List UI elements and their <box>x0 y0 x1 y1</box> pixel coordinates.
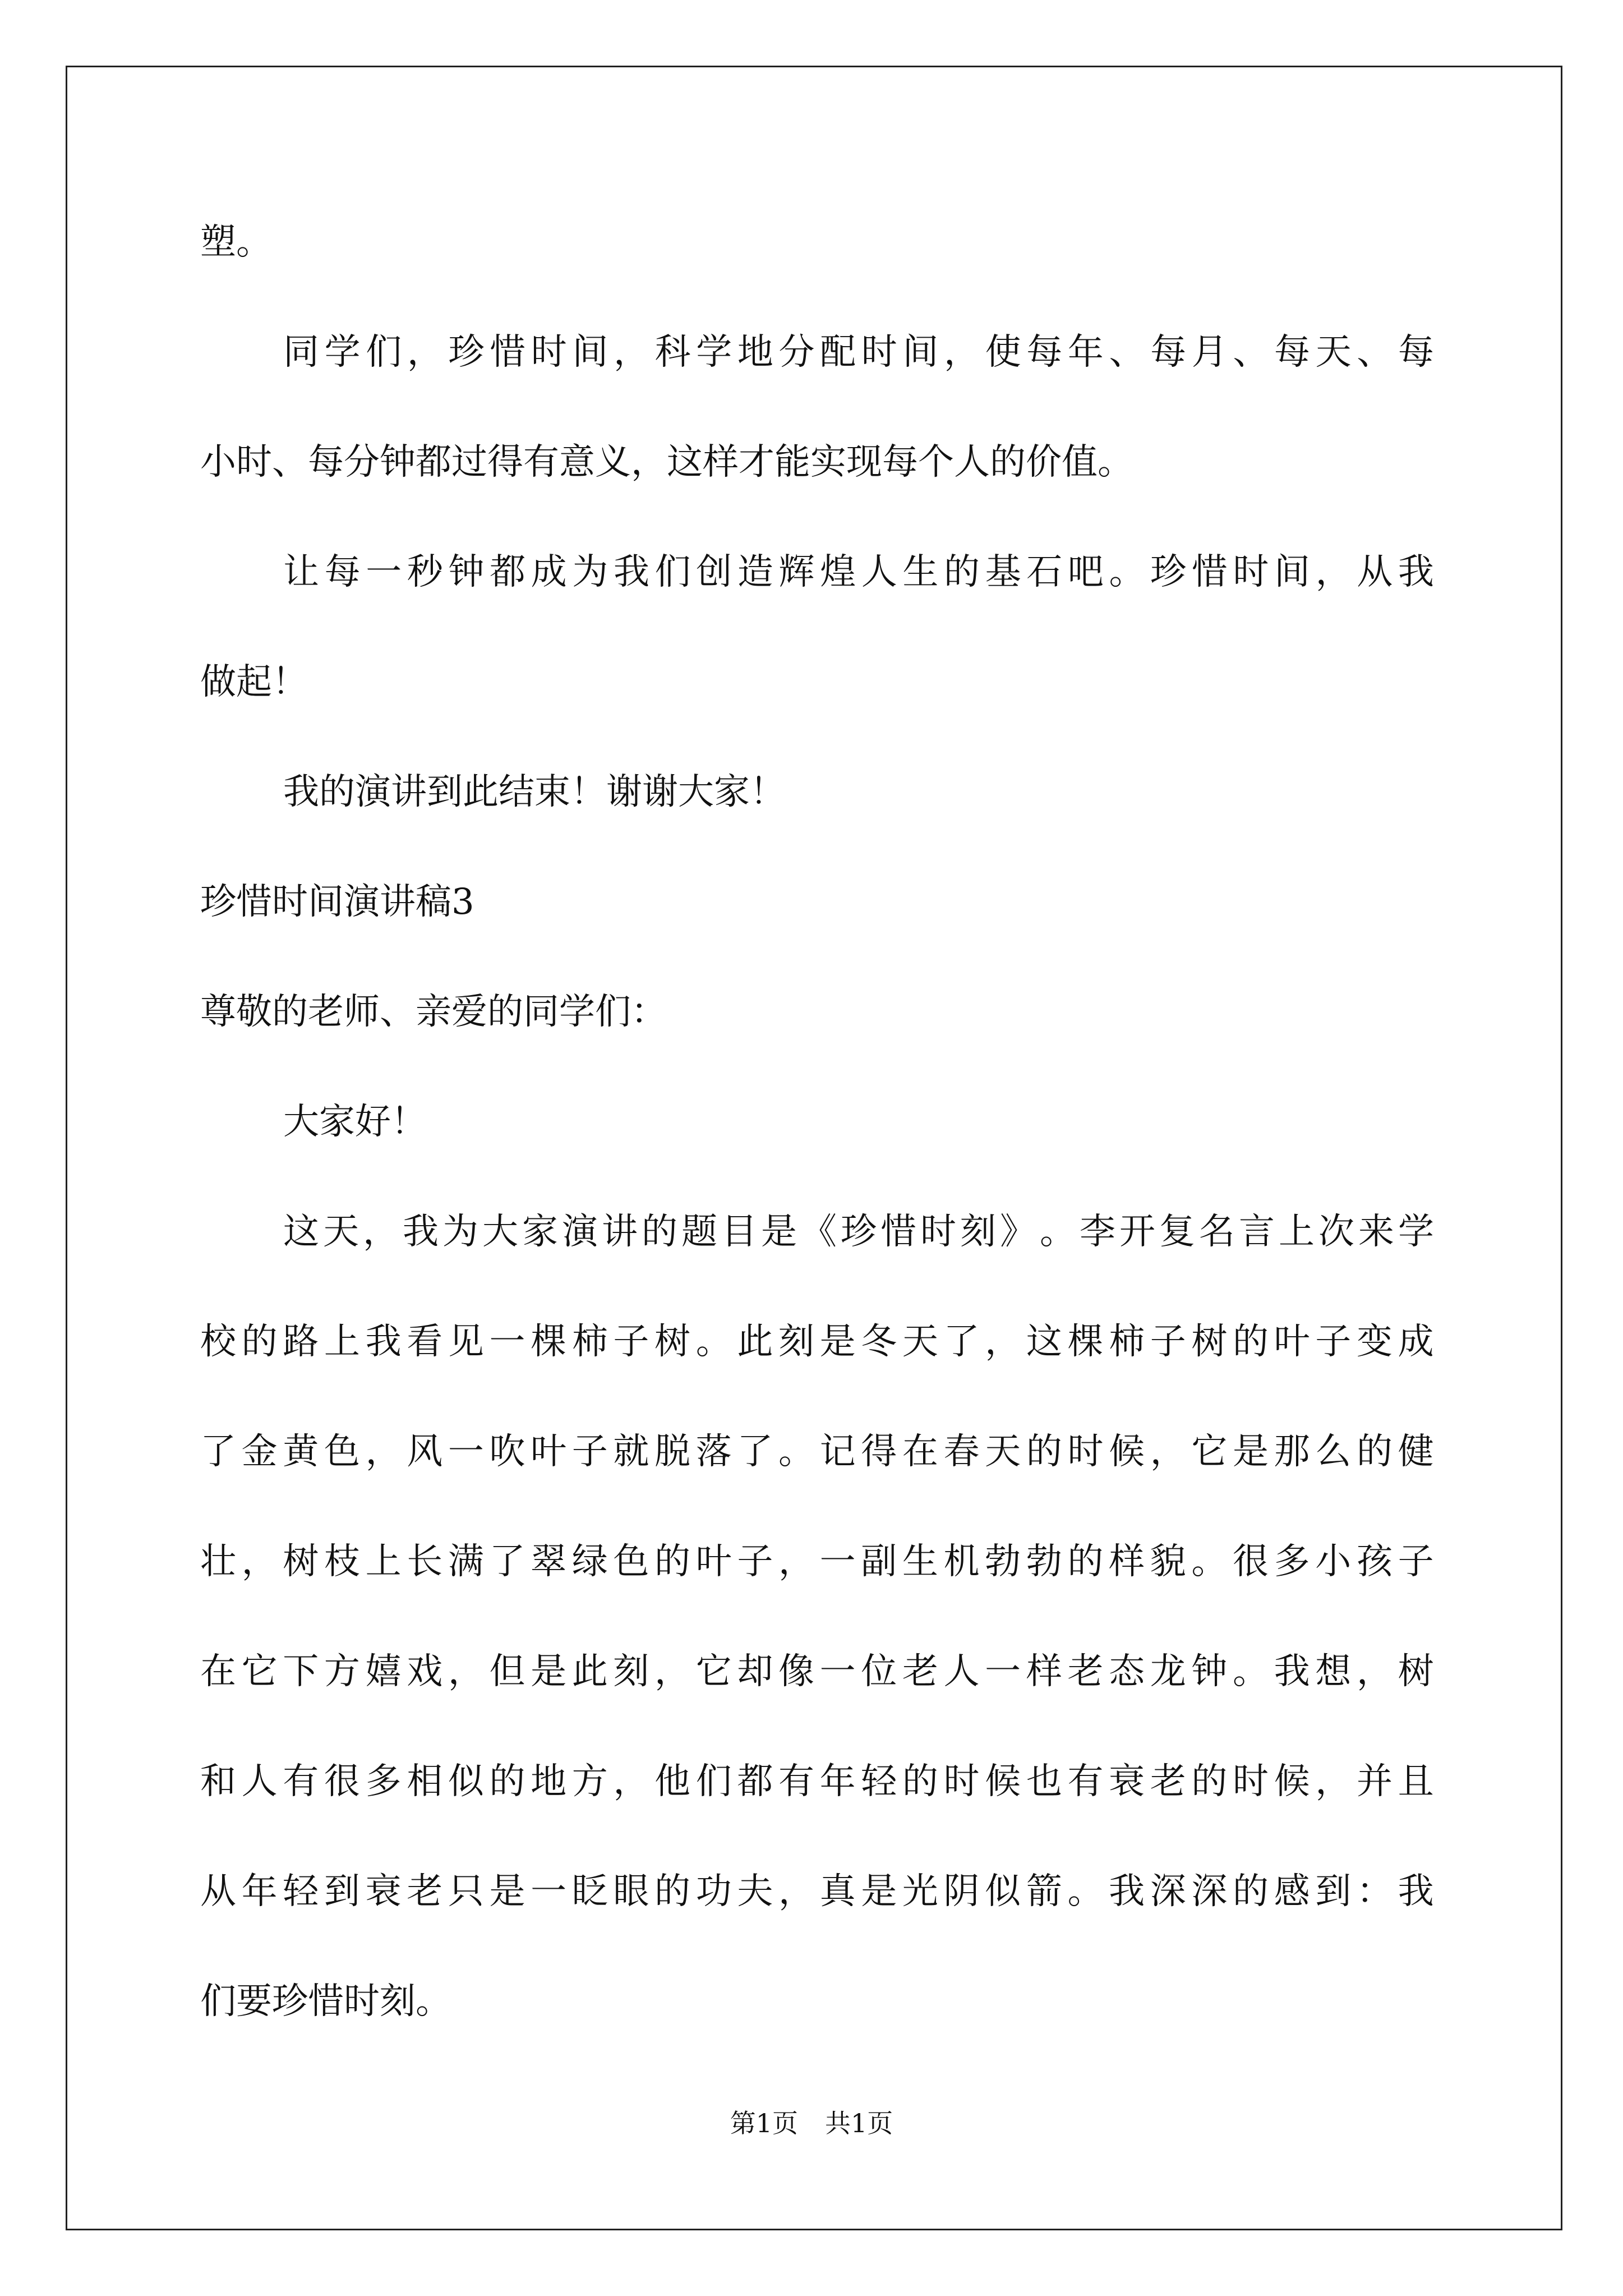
text-char: 子 <box>613 1321 649 1363</box>
text-char: 成 <box>1398 1321 1434 1363</box>
text-char: 刻 <box>778 1321 814 1363</box>
text-char: 眨 <box>571 1871 608 1912</box>
text-char: 家 <box>522 1211 558 1253</box>
text-char: 很 <box>1233 1541 1269 1582</box>
text-char: 吧 <box>1067 551 1104 593</box>
text-char: 钟 <box>1191 1651 1228 1692</box>
text-char: 龙 <box>1150 1651 1186 1692</box>
text-char: 的 <box>1026 1431 1062 1473</box>
text-char: 的 <box>1191 1761 1228 1802</box>
text-char: ， <box>1315 551 1352 593</box>
text-char: 上 <box>1279 1211 1315 1253</box>
text-char: 李 <box>1080 1211 1115 1253</box>
text-char: 上 <box>324 1321 360 1363</box>
text-char: 机 <box>943 1541 980 1582</box>
text-char: 每 <box>1398 332 1434 373</box>
text-char: 在 <box>200 1651 236 1692</box>
text-char: 开 <box>1119 1211 1155 1253</box>
text-char: ， <box>778 1541 814 1582</box>
text-char: 一 <box>819 1651 856 1692</box>
text-char: 间 <box>572 332 608 373</box>
text-char: 这 <box>1026 1321 1062 1363</box>
text-char: 春 <box>943 1431 980 1473</box>
text-line <box>200 1541 1434 1654</box>
text-char: 子 <box>1398 1541 1434 1582</box>
text-char: 枝 <box>324 1541 360 1582</box>
text-char: 学 <box>324 332 361 373</box>
text-char: 光 <box>902 1871 938 1912</box>
text-char: 生 <box>902 551 939 593</box>
text-char: 是 <box>819 1321 856 1363</box>
text-line <box>200 1321 1434 1434</box>
text-char: 方 <box>324 1651 360 1692</box>
text-char: 棵 <box>1067 1321 1104 1363</box>
text-char: 样 <box>1109 1541 1145 1582</box>
text-char: 我 <box>365 1321 402 1363</box>
text-char: 深 <box>1191 1871 1228 1912</box>
text-char: 同 <box>283 332 319 373</box>
text-char: 我 <box>1398 551 1434 593</box>
text-char: 人 <box>861 551 897 593</box>
text-char: 树 <box>1191 1321 1228 1363</box>
text-char: 的 <box>902 1761 938 1802</box>
text-char: 月 <box>1191 332 1228 373</box>
text-char: 珍 <box>841 1211 877 1253</box>
text-char: 惜 <box>490 332 526 373</box>
text-char: 衰 <box>365 1871 402 1912</box>
text-char: 柿 <box>571 1321 608 1363</box>
text-char: 都 <box>490 551 526 593</box>
text-char: 时 <box>531 332 567 373</box>
text-char: ： <box>1356 1871 1393 1912</box>
text-char: 了 <box>943 1321 980 1363</box>
text-char: 的 <box>241 1321 278 1363</box>
text-char: 我 <box>1398 1871 1434 1912</box>
text-char: 子 <box>1150 1321 1186 1363</box>
text-char: 黄 <box>283 1431 319 1473</box>
text-char: 时 <box>943 1761 980 1802</box>
text-char: 我 <box>403 1211 439 1253</box>
text-char: 钟 <box>448 551 485 593</box>
text-char: 下 <box>283 1651 319 1692</box>
text-char: 从 <box>200 1871 236 1912</box>
text-char: 路 <box>283 1321 319 1363</box>
text-line <box>200 1431 1434 1544</box>
text-char: ， <box>1315 1761 1352 1802</box>
text-char: ， <box>241 1541 278 1582</box>
text-char: 年 <box>819 1761 856 1802</box>
text-char: 金 <box>241 1431 278 1473</box>
text-char: 刻 <box>613 1651 649 1692</box>
text-char: 的 <box>1233 1871 1269 1912</box>
text-char: 天 <box>985 1431 1021 1473</box>
text-char: 我 <box>1274 1651 1310 1692</box>
text-char: 到 <box>1315 1871 1352 1912</box>
text-char: 变 <box>1356 1321 1393 1363</box>
text-char: 了 <box>200 1431 236 1473</box>
text-char: 讲 <box>602 1211 638 1253</box>
text-char: 都 <box>737 1761 773 1802</box>
text-char: 满 <box>448 1541 484 1582</box>
text-char: 地 <box>737 332 773 373</box>
text-char: 叶 <box>531 1431 567 1473</box>
text-char: 使 <box>985 332 1021 373</box>
text-char: 轻 <box>283 1871 319 1912</box>
text-char: 吹 <box>489 1431 525 1473</box>
text-char: 惜 <box>1191 551 1228 593</box>
text-char: ， <box>614 332 649 373</box>
text-char: ， <box>944 332 980 373</box>
text-line: 塑。 <box>200 222 272 263</box>
text-char: 一 <box>489 1321 525 1363</box>
text-char: 阴 <box>943 1871 980 1912</box>
text-line: 大家好！ <box>283 1101 427 1143</box>
text-char: 时 <box>1233 551 1269 593</box>
text-char: 老 <box>1067 1651 1104 1692</box>
text-char: 嬉 <box>365 1651 402 1692</box>
text-char: 这 <box>283 1211 319 1253</box>
text-line: 小时、每分钟都过得有意义，这样才能实现每个人的价值。 <box>200 441 1133 483</box>
text-char: 勃 <box>1026 1541 1062 1582</box>
text-line <box>200 334 1434 444</box>
text-char: 的 <box>944 551 980 593</box>
text-char: 让 <box>283 551 319 593</box>
text-char: 科 <box>654 332 691 373</box>
text-char: 辉 <box>778 551 815 593</box>
text-char: 间 <box>902 332 939 373</box>
text-char: 是 <box>531 1651 567 1692</box>
text-char: 树 <box>283 1541 319 1582</box>
text-char: 的 <box>489 1761 525 1802</box>
text-char: 生 <box>902 1541 938 1582</box>
text-char: 名 <box>1199 1211 1235 1253</box>
text-char: 长 <box>407 1541 443 1582</box>
text-char: 子 <box>737 1541 773 1582</box>
text-char: 学 <box>696 332 732 373</box>
text-char: ， <box>1150 1431 1186 1473</box>
text-char: 是 <box>489 1871 525 1912</box>
text-char: 记 <box>819 1431 856 1473</box>
text-char: 但 <box>489 1651 525 1692</box>
text-char: 一 <box>985 1651 1021 1692</box>
text-char: 翠 <box>531 1541 567 1582</box>
text-char: ， <box>365 1431 402 1473</box>
text-char: 他 <box>654 1761 691 1802</box>
text-char: 的 <box>654 1871 691 1912</box>
text-char: 勃 <box>985 1541 1021 1582</box>
text-char: 上 <box>365 1541 402 1582</box>
page-number-current: 第1页 <box>730 2108 798 2138</box>
text-char: 子 <box>1315 1321 1352 1363</box>
text-line <box>200 551 1434 664</box>
text-char: 我 <box>1109 1871 1145 1912</box>
text-char: 此 <box>571 1651 608 1692</box>
text-char: 壮 <box>200 1541 236 1582</box>
text-char: 每 <box>1150 332 1187 373</box>
text-char: 在 <box>902 1431 938 1473</box>
text-char: 感 <box>1274 1871 1310 1912</box>
text-char: 。 <box>778 1431 814 1473</box>
text-char: ， <box>407 332 443 373</box>
text-char: 《 <box>801 1211 837 1253</box>
text-char: 题 <box>681 1211 717 1253</box>
text-char: 它 <box>695 1651 732 1692</box>
text-line <box>200 1761 1434 1874</box>
text-char: 配 <box>820 332 856 373</box>
text-char: 了 <box>737 1431 773 1473</box>
text-char: 言 <box>1239 1211 1275 1253</box>
text-char: 么 <box>1315 1431 1352 1473</box>
text-char: 时 <box>920 1211 956 1253</box>
text-char: 基 <box>985 551 1021 593</box>
text-char: 得 <box>861 1431 897 1473</box>
text-char: 且 <box>1398 1761 1434 1802</box>
text-char: 珍 <box>448 332 485 373</box>
text-char: 从 <box>1357 551 1393 593</box>
text-char: 貌 <box>1150 1541 1186 1582</box>
text-char: 年 <box>1067 332 1104 373</box>
text-char: 。 <box>1109 551 1145 593</box>
text-char: 是 <box>1233 1431 1269 1473</box>
text-char: 时 <box>861 332 897 373</box>
text-line: 们要珍惜时刻。 <box>200 1981 451 2022</box>
text-char: 多 <box>1274 1541 1310 1582</box>
text-char: 。 <box>1040 1211 1076 1253</box>
text-char: 一 <box>366 551 402 593</box>
text-char: 分 <box>778 332 815 373</box>
page-number-total: 共1页 <box>825 2108 893 2138</box>
text-char: 老 <box>407 1871 443 1912</box>
text-char: 。 <box>1233 1651 1269 1692</box>
text-char: 年 <box>241 1871 278 1912</box>
text-char: 们 <box>654 551 691 593</box>
text-char: 轻 <box>861 1761 897 1802</box>
text-char: 想 <box>1315 1651 1352 1692</box>
text-char: 》 <box>1000 1211 1036 1253</box>
text-char: ， <box>1356 1651 1393 1692</box>
text-char: 大 <box>482 1211 518 1253</box>
text-char: 叶 <box>1274 1321 1310 1363</box>
text-char: 有 <box>778 1761 814 1802</box>
text-char: 时 <box>1233 1761 1269 1802</box>
text-char: ， <box>985 1321 1021 1363</box>
text-char: 副 <box>861 1541 897 1582</box>
text-char: 位 <box>861 1651 897 1692</box>
text-char: 孩 <box>1356 1541 1393 1582</box>
text-char: 秒 <box>407 551 443 593</box>
text-char: 天 <box>323 1211 359 1253</box>
text-char: 老 <box>1150 1761 1186 1802</box>
text-char: 老 <box>902 1651 938 1692</box>
text-char: 我 <box>614 551 649 593</box>
text-char: 子 <box>571 1431 608 1473</box>
text-line: 我的演讲到此结束！谢谢大家！ <box>283 771 786 813</box>
text-char: 。 <box>695 1321 732 1363</box>
text-line: 尊敬的老师、亲爱的同学们： <box>200 991 667 1033</box>
text-char: 的 <box>654 1541 691 1582</box>
text-char: 绿 <box>571 1541 608 1582</box>
text-char: 一 <box>819 1541 856 1582</box>
text-char: 深 <box>1150 1871 1186 1912</box>
text-char: 棵 <box>531 1321 567 1363</box>
text-char: 每 <box>1026 332 1063 373</box>
text-char: 间 <box>1274 551 1310 593</box>
text-char: 衰 <box>1109 1761 1145 1802</box>
text-char: 小 <box>1315 1541 1352 1582</box>
text-char: 来 <box>1358 1211 1394 1253</box>
text-char: 树 <box>1398 1651 1434 1692</box>
text-char: 了 <box>489 1541 525 1582</box>
text-char: 色 <box>324 1431 360 1473</box>
text-char: 学 <box>1398 1211 1434 1253</box>
text-char: 为 <box>572 551 608 593</box>
text-char: 候 <box>1274 1761 1310 1802</box>
text-char: 。 <box>1067 1871 1104 1912</box>
text-char: 落 <box>695 1431 732 1473</box>
text-char: ， <box>778 1871 814 1912</box>
text-char: 一 <box>448 1431 484 1473</box>
text-char: 和 <box>200 1761 236 1802</box>
text-char: 次 <box>1318 1211 1354 1253</box>
text-char: 。 <box>1191 1541 1228 1582</box>
text-char: 校 <box>200 1321 236 1363</box>
text-char: 冬 <box>861 1321 897 1363</box>
text-char: 也 <box>1026 1761 1062 1802</box>
text-char: 时 <box>1067 1431 1104 1473</box>
text-char: 态 <box>1109 1651 1145 1692</box>
text-char: 是 <box>861 1871 897 1912</box>
text-char: 戏 <box>407 1651 443 1692</box>
text-char: 色 <box>613 1541 649 1582</box>
text-char: 夫 <box>737 1871 773 1912</box>
text-char: 真 <box>819 1871 856 1912</box>
text-char: 们 <box>695 1761 732 1802</box>
text-char: 箭 <box>1026 1871 1062 1912</box>
text-char: 每 <box>1274 332 1310 373</box>
text-char: 候 <box>985 1761 1021 1802</box>
text-char: 似 <box>448 1761 484 1802</box>
text-char: 成 <box>531 551 567 593</box>
text-char: 就 <box>613 1431 649 1473</box>
text-char: 煌 <box>820 551 856 593</box>
text-char: 风 <box>407 1431 443 1473</box>
text-line <box>200 1651 1434 1764</box>
text-char: 似 <box>985 1871 1021 1912</box>
text-line <box>200 1211 1434 1324</box>
text-char: ， <box>613 1761 649 1802</box>
text-char: 方 <box>571 1761 608 1802</box>
text-char: ， <box>363 1211 399 1253</box>
text-char: 、 <box>1109 332 1145 373</box>
text-char: 地 <box>531 1761 567 1802</box>
text-line <box>200 1871 1434 1984</box>
text-char: 目 <box>721 1211 757 1253</box>
text-char: 只 <box>448 1871 484 1912</box>
text-char: 复 <box>1159 1211 1195 1253</box>
text-char: 脱 <box>654 1431 691 1473</box>
text-char: 、 <box>1357 332 1393 373</box>
text-char: 每 <box>324 551 361 593</box>
text-char: 功 <box>695 1871 732 1912</box>
text-char: 它 <box>1191 1431 1228 1473</box>
text-char: 眼 <box>613 1871 649 1912</box>
text-line: 珍惜时间演讲稿3 <box>200 881 474 923</box>
text-char: 的 <box>1233 1321 1269 1363</box>
text-char: 叶 <box>695 1541 732 1582</box>
text-char: 却 <box>737 1651 773 1692</box>
text-char: 创 <box>696 551 732 593</box>
text-char: 一 <box>531 1871 567 1912</box>
text-char: 的 <box>642 1211 677 1253</box>
text-char: 样 <box>1026 1651 1062 1692</box>
text-char: 人 <box>943 1651 980 1692</box>
text-char: 很 <box>324 1761 360 1802</box>
text-char: 那 <box>1274 1431 1310 1473</box>
text-char: 柿 <box>1109 1321 1145 1363</box>
text-char: 到 <box>324 1871 360 1912</box>
text-char: 并 <box>1356 1761 1393 1802</box>
text-char: 惜 <box>880 1211 916 1253</box>
text-char: 天 <box>1315 332 1352 373</box>
document-body <box>200 224 1434 2093</box>
text-char: 像 <box>778 1651 814 1692</box>
text-line: 做起！ <box>200 661 308 703</box>
text-char: 树 <box>654 1321 691 1363</box>
page-footer <box>0 2110 1623 2136</box>
text-char: 们 <box>366 332 402 373</box>
text-char: 它 <box>241 1651 278 1692</box>
text-char: 相 <box>407 1761 443 1802</box>
text-char: 为 <box>442 1211 478 1253</box>
text-char: ， <box>448 1651 484 1692</box>
text-char: 天 <box>902 1321 938 1363</box>
text-char: 是 <box>761 1211 797 1253</box>
text-char: 此 <box>737 1321 773 1363</box>
text-char: 候 <box>1109 1431 1145 1473</box>
text-char: 健 <box>1398 1431 1434 1473</box>
text-char: 、 <box>1233 332 1269 373</box>
text-char: 的 <box>1067 1541 1104 1582</box>
text-char: 人 <box>241 1761 278 1802</box>
text-char: 看 <box>407 1321 443 1363</box>
text-char: 的 <box>1356 1431 1393 1473</box>
text-char: 造 <box>737 551 773 593</box>
text-char: 演 <box>562 1211 598 1253</box>
text-char: 石 <box>1026 551 1063 593</box>
text-char: 有 <box>1067 1761 1104 1802</box>
text-char: ， <box>654 1651 691 1692</box>
text-char: 多 <box>365 1761 402 1802</box>
text-char: 见 <box>448 1321 484 1363</box>
text-char: 有 <box>283 1761 319 1802</box>
text-char: 刻 <box>960 1211 996 1253</box>
text-char: 珍 <box>1150 551 1187 593</box>
